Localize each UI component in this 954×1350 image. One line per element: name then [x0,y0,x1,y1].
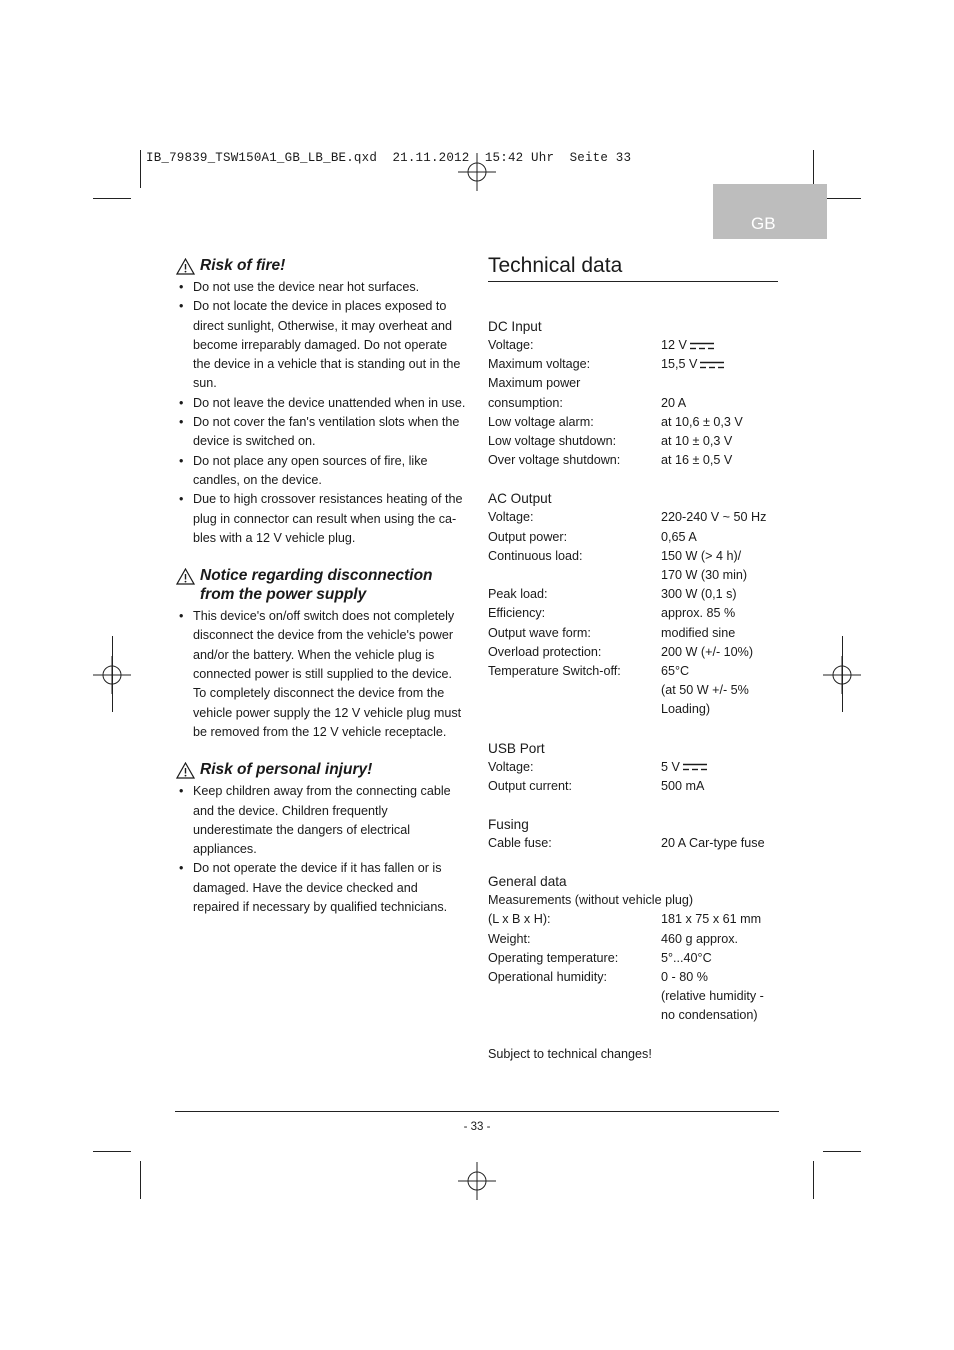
data-row: consumption: 20 A [488,395,687,410]
section-heading: Fusing [488,817,529,833]
data-row: (at 50 W +/- 5% [661,683,749,698]
page-title: Technical data [488,254,778,282]
crop-mark [823,1151,861,1152]
language-tab-label: GB [751,214,776,233]
data-row: Loading) [661,702,711,717]
data-row: Measurements (without vehicle plug) [488,893,694,908]
safety-column [176,256,466,917]
footer-rule [175,1111,779,1112]
crop-mark [140,1161,141,1199]
registration-mark-icon [458,153,496,191]
list-item: • Do not use the device near hot surfaces. [176,278,466,297]
injury-warning-heading [176,760,466,779]
data-row: Output wave form: modified sine [488,625,736,640]
crop-mark [140,150,141,188]
dc-symbol-icon [700,361,724,369]
list-item: • Keep children away from the connecting cable and the device. Children frequently underestimate the dangers of electrical appliances. [176,782,466,859]
dc-symbol-icon [690,342,714,350]
fire-warning-heading [176,256,466,275]
list-item: • Do not operate the device if it has fallen or is damaged. Have the device checked and repaired if necessary by qualified technicians. [176,859,466,917]
warning-triangle-icon [176,258,195,275]
crop-mark [823,198,861,199]
list-item: • Do not place any open sources of fire, like candles, on the device. [176,452,466,491]
warning-triangle-icon [176,568,195,585]
list-item: • Do not locate the device in places exposed to direct sunlight, Otherwise, it may overheat and become irreparably damaged. Do not operate the device in a vehicle that is standing out in the sun. [176,297,466,393]
notice-title: Notice regarding disconnection from the power supply [200,567,433,604]
crop-mark [93,198,131,199]
list-item: • Due to high crossover resistances heating of the plug in connector can result when using the ca-bles with a 12 V vehicle plug. [176,490,466,548]
crop-mark [842,636,843,712]
language-tab [713,184,827,239]
data-row: Efficiency: approx. 85 % [488,606,736,621]
data-row: Over voltage shutdown: at 16 ± 0,5 V [488,453,733,468]
technical-data-table [488,317,788,1064]
data-row: Maximum power [488,376,581,391]
dc-symbol-icon [683,763,707,771]
section-heading: General data [488,874,567,890]
list-item: • Do not leave the device unattended when in use. [176,394,466,413]
injury-warning-title: Risk of personal injury! [200,761,373,779]
notice-heading [176,566,466,604]
data-row: Low voltage alarm: at 10,6 ± 0,3 V [488,414,743,429]
page-number: - 33 - [463,1121,491,1133]
data-row: no condensation) [661,1008,758,1023]
data-row: Operating temperature: 5°...40°C [488,950,712,965]
fire-warning-title: Risk of fire! [200,257,286,274]
data-row: (L x B x H): 181 x 75 x 61 mm [488,912,762,927]
data-row: Overload protection: 200 W (+/- 10%) [488,644,754,659]
data-row: Temperature Switch-off: 65°C [488,664,690,679]
crop-mark [112,636,113,712]
print-slug: IB_79839_TSW150A1_GB_LB_BE.qxd 21.11.2012 15:42 Uhr Seite 33 [146,151,632,165]
data-row: Voltage: 12 V [488,336,788,355]
data-row: Output current: 500 mA [488,778,705,793]
data-row: Operational humidity: 0 - 80 % [488,970,708,985]
section-heading: DC Input [488,319,542,334]
data-row: (relative humidity - [661,989,764,1004]
data-row: Voltage: 220-240 V ~ 50 Hz [488,510,767,525]
data-row: Weight: 460 g approx. [488,931,739,946]
data-row: 170 W (30 min) [661,568,748,583]
subject-note: Subject to technical changes! [488,1046,652,1061]
data-row: Maximum voltage: 15,5 V [488,355,788,374]
fire-warning-list [176,278,466,548]
crop-mark [93,1151,131,1152]
injury-warning-list [176,782,466,917]
crop-mark [813,1161,814,1199]
data-row: Continuous load: 150 W (> 4 h)/ [488,548,742,563]
notice-list [176,607,466,742]
crop-mark [813,150,814,188]
warning-triangle-icon [176,762,195,779]
section-heading: AC Output [488,491,552,507]
list-item: • This device's on/off switch does not completely disconnect the device from the vehicle's power and/or the battery. When the vehicle plug is connected power is still supplied to the device. To completely disconnect the device from the vehicle power supply the 12 V vehicle plug must be removed from the 12 V vehicle receptacle. [176,607,466,742]
data-row: Cable fuse: 20 A Car-type fuse [488,836,765,851]
data-row: Output power: 0,65 A [488,529,697,544]
list-item: • Do not cover the fan's ventilation slots when the device is switched on. [176,413,466,452]
registration-mark-icon [458,1162,496,1200]
data-row: Low voltage shutdown: at 10 ± 0,3 V [488,434,733,449]
section-heading: USB Port [488,740,545,756]
data-row: Peak load: 300 W (0,1 s) [488,587,737,602]
data-row: Voltage: 5 V [488,758,788,777]
